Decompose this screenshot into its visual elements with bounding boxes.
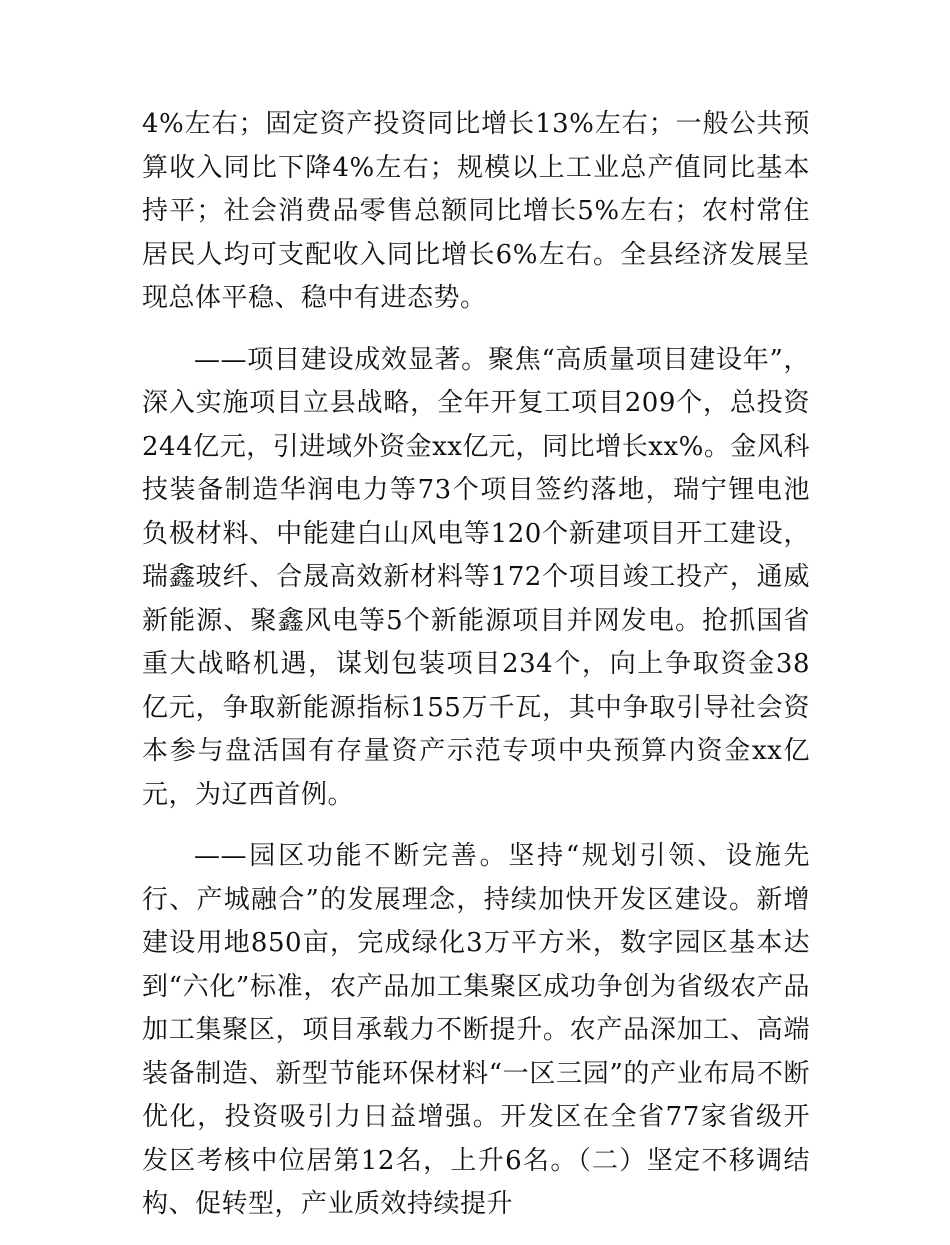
paragraph-project-construction: ——项目建设成效显著。聚焦“高质量项目建设年”，深入实施项目立县战略，全年开复工项目209个，总投资244亿元，引进域外资金xx亿元，同比增长xx%。金风科技装备制造华润电力等73个项目签约落地，瑞宁锂电池负极材料、中能建白山风电等120个新建项目开工建设，瑞鑫玻纤、合晟高效新材料等172个项目竣工投产，通威新能源、聚鑫风电等5个新能源项目并网发电。抢抓国省重大战略机遇，谋划包装项目234个，向上争取资金38亿元，争取新能源指标155万千瓦，其中争取引导社会资本参与盘活国有存量资产示范专项中央预算内资金xx亿元，为辽西首例。 (142, 344, 810, 810)
paragraph-park-function: ——园区功能不断完善。坚持“规划引领、设施先行、产城融合”的发展理念，持续加快开发区建设。新增建设用地850亩，完成绿化3万平方米，数字园区基本达到“六化”标准，农产品加工集聚区成功争创为省级农产品加工集聚区，项目承载力不断提升。农产品深加工、高端装备制造、新型节能环保材料“一区三园”的产业布局不断优化，投资吸引力日益增强。开发区在全省77家省级开发区考核中位居第12名，上升6名。（二）坚定不移调结构、促转型，产业质效持续提升 (142, 841, 810, 1219)
paragraph-economic-indicators: 4%左右；固定资产投资同比增长13%左右；一般公共预算收入同比下降4%左右；规模以上工业总产值同比基本持平；社会消费品零售总额同比增长5%左右；农村常住居民人均可支配收入同比增长6%左右。全县经济发展呈现总体平稳、稳中有进态势。 (142, 109, 810, 313)
document-body (142, 103, 810, 1245)
